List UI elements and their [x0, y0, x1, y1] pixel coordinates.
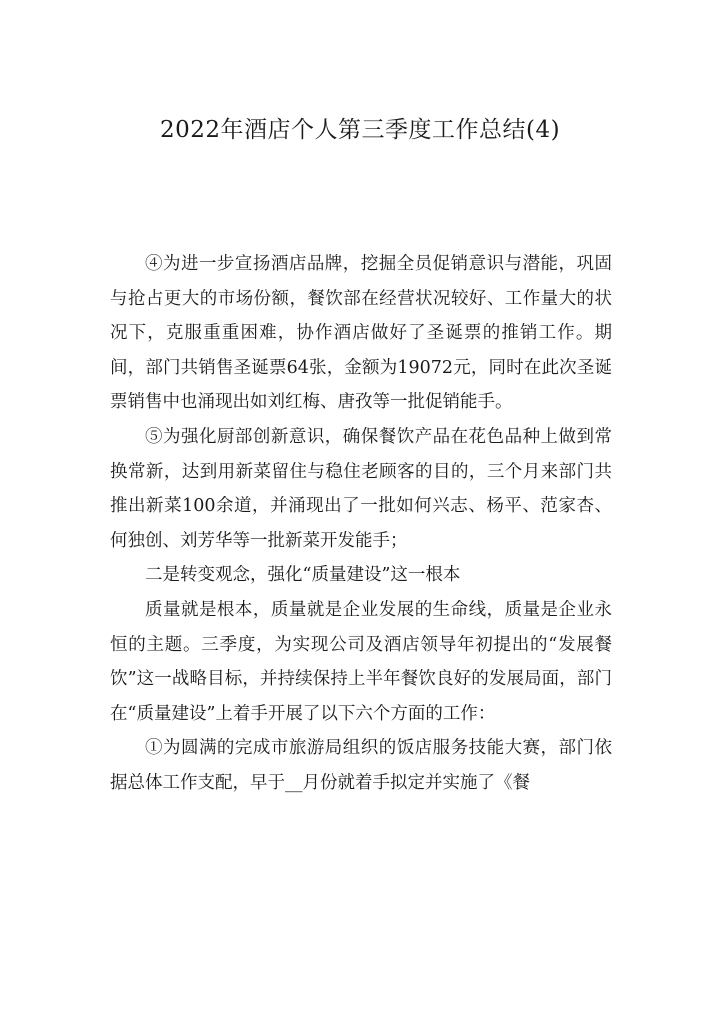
paragraph-item-5-new-dishes: ⑤为强化厨部创新意识，确保餐饮产品在花色品种上做到常换常新，达到用新菜留住与稳住老顾客的目的，三个月来部门共推出新菜100余道，并涌现出了一批如何兴志、杨平、范家杏、何独创、刘芳华等一批新菜开发能手；	[110, 426, 612, 551]
section-heading-quality: 二是转变观念，强化“质量建设”这一根本	[145, 565, 461, 586]
document-title: 2022年酒店个人第三季度工作总结(4)	[159, 117, 561, 143]
paragraph-item-4-promotion: ④为进一步宣扬酒店品牌，挖掘全员促销意识与潜能，巩固与抢占更大的市场份额，餐饮部在经营状况较好、工作量大的状况下，克服重重困难，协作酒店做好了圣诞票的推销工作。期间，部门共销售圣诞票64张，金额为19072元，同时在此次圣诞票销售中也涌现出如刘红梅、唐孜等一批促销能手。	[110, 254, 612, 413]
paragraph-item-1-skills-contest: ①为圆满的完成市旅游局组织的饭店服务技能大赛，部门依据总体工作支配，早于__月份就着手拟定并实施了《餐	[110, 738, 612, 793]
document-body	[110, 247, 612, 801]
paragraph-quality-intro: 质量就是根本，质量就是企业发展的生命线，质量是企业永恒的主题。三季度，为实现公司及酒店领导年初提出的“发展餐饮”这一战略目标，并持续保持上半年餐饮良好的发展局面，部门在“质量建设”上着手开展了以下六个方面的工作：	[110, 599, 612, 724]
